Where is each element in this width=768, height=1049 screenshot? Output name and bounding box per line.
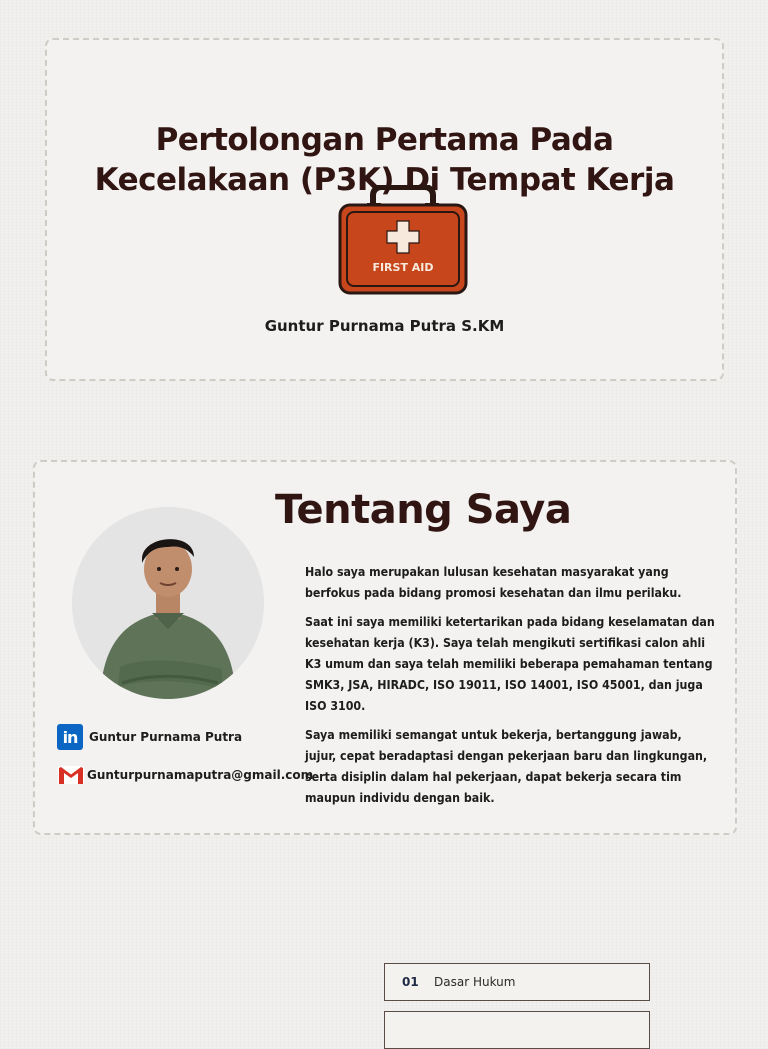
email-contact[interactable]	[57, 764, 313, 786]
about-description	[305, 562, 715, 817]
about-heading: Tentang Saya	[275, 487, 572, 533]
profile-photo	[72, 507, 264, 699]
toc-item[interactable]	[384, 1011, 650, 1049]
about-card	[33, 460, 737, 835]
linkedin-contact[interactable]	[57, 724, 242, 750]
author-name: Guntur Purnama Putra S.KM	[264, 317, 505, 335]
cover-title-line-2: Kecelakaan (P3K) Di Tempat Kerja	[94, 162, 675, 198]
about-paragraph: Halo saya merupakan lulusan kesehatan masyarakat yang berfokus pada bidang promosi kesehatan dan ilmu perilaku.	[305, 565, 682, 600]
email-address: Gunturpurnamaputra@gmail.com	[87, 768, 314, 782]
toc-label: Dasar Hukum	[434, 975, 516, 989]
linkedin-icon: in	[57, 724, 83, 750]
about-paragraph: Saat ini saya memiliki ketertarikan pada bidang keselamatan dan kesehatan kerja (K3). Saya telah mengikuti sertifikasi calon ahli K3 umum dan saya telah memiliki beberapa pemahaman tentang SMK3, JSA, HIRADC, ISO 19011, ISO 14001, ISO 45001, dan juga ISO 3100.	[305, 615, 715, 713]
kit-label: FIRST AID	[372, 261, 434, 274]
toc-item[interactable]	[384, 963, 650, 1001]
linkedin-name: Guntur Purnama Putra	[89, 730, 243, 744]
cover-card	[45, 38, 724, 381]
cover-title-line-1: Pertolongan Pertama Pada	[155, 122, 614, 158]
gmail-icon	[57, 764, 85, 786]
toc-number: 01	[402, 975, 419, 989]
first-aid-kit-icon	[337, 185, 469, 297]
about-paragraph: Saya memiliki semangat untuk bekerja, bertanggung jawab, jujur, cepat beradaptasi dengan pekerjaan baru dan lingkungan, serta disiplin dalam hal pekerjaan, dapat bekerja secara tim maupun individu dengan baik.	[305, 728, 708, 805]
